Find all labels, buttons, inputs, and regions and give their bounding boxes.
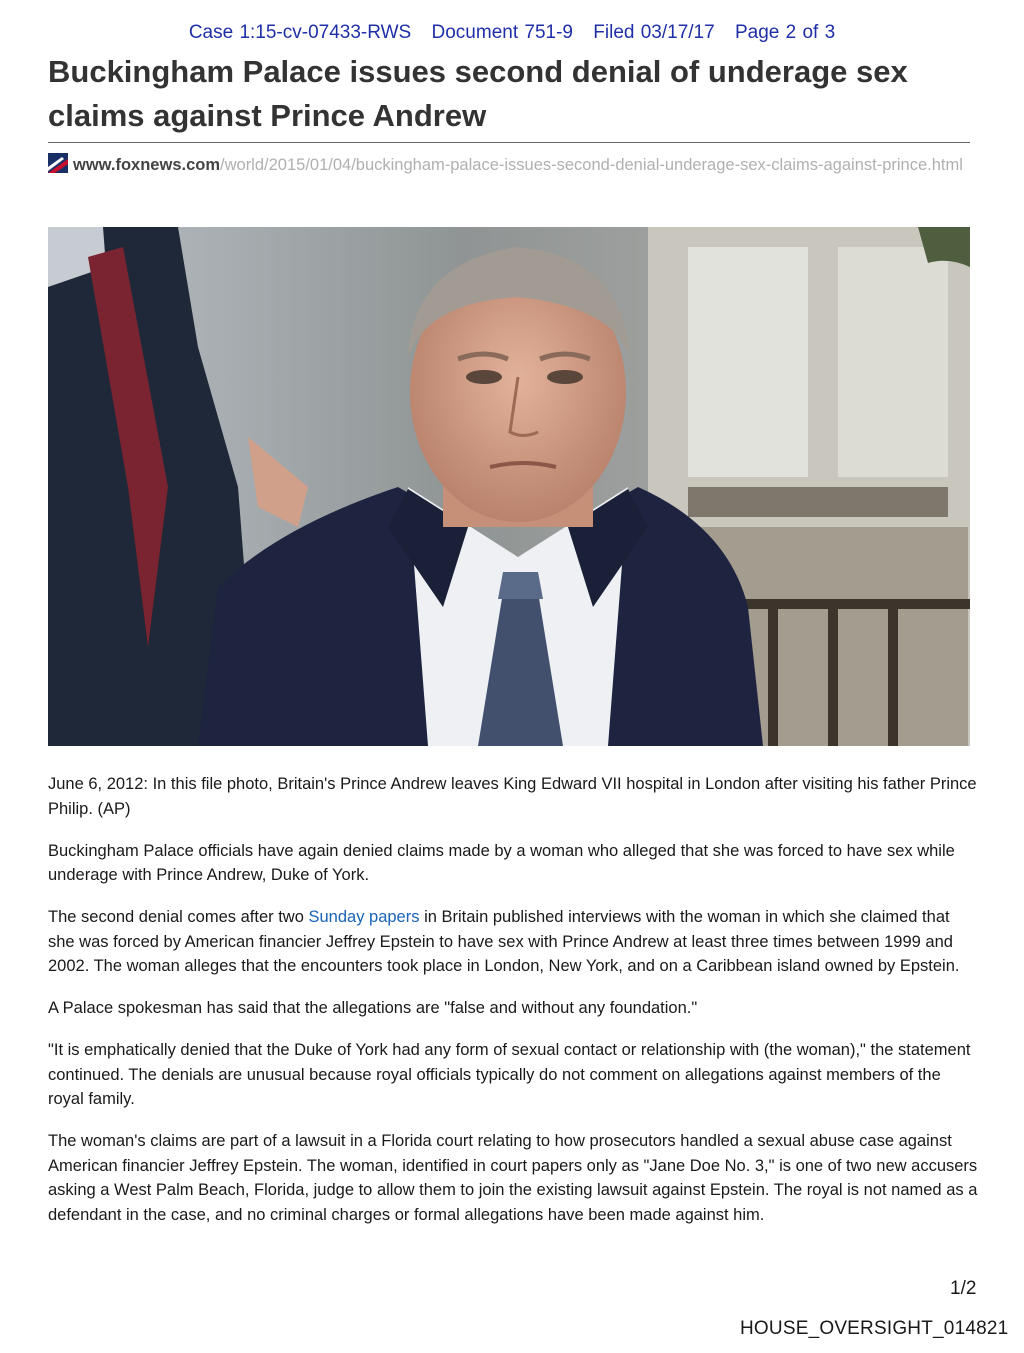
article-paragraph-2 — [48, 905, 978, 979]
case-header — [0, 22, 1024, 44]
page-number: 1/2 — [950, 1278, 977, 1299]
foxnews-favicon-icon — [48, 153, 68, 173]
document-number: Document 751-9 — [431, 22, 573, 43]
article-paragraph-4: "It is emphatically denied that the Duke of York had any form of sexual contact or relationship with (the woman)," the statement continued. The denials are unusual because royal officials typically do not comment on allegations against members of the royal family. — [48, 1041, 971, 1108]
headline-divider — [48, 142, 970, 143]
case-number: Case 1:15-cv-07433-RWS — [188, 22, 412, 43]
article-paragraph-3: A Palace spokesman has said that the allegations are "false and without any foundation." — [48, 999, 698, 1017]
page-of-pages: Page 2 of 3 — [734, 22, 836, 43]
article-paragraph-5: The woman's claims are part of a lawsuit in a Florida court relating to how prosecutors handled a sexual abuse case against American financier Jeffrey Epstein. The woman, identified in court papers only as "Jane Doe No. 3," is one of two new accusers asking a West Palm Beach, Florida, judge to allow them to join the existing lawsuit against Epstein. The royal is not named as a defendant in the case, and no criminal charges or formal allegations have been made against him. — [48, 1132, 978, 1224]
article-body — [48, 772, 978, 1245]
filed-date: Filed 03/17/17 — [593, 22, 715, 43]
paragraph-2-intro: The second denial comes after two — [48, 908, 309, 926]
source-domain-link[interactable]: www.foxnews.com — [73, 156, 221, 174]
source-line — [48, 153, 968, 176]
bates-number: HOUSE_OVERSIGHT_014821 — [740, 1318, 1009, 1339]
article-headline: Buckingham Palace issues second denial of underage sex claims against Prince Andrew — [48, 54, 908, 133]
sunday-papers-link[interactable]: Sunday papers — [308, 908, 420, 926]
photo-caption: June 6, 2012: In this file photo, Britain's Prince Andrew leaves King Edward VII hospital in London after visiting his father Prince Philip. (AP) — [48, 775, 977, 818]
portrait-illustration — [48, 227, 970, 746]
paragraph-2-rest: in Britain published interviews with the woman in which she claimed that she was forced by American financier Jeffrey Epstein to have sex with Prince Andrew at least three times between 1999 and 2002. The woman alleges that the encounters took place in London, New York, and on a Caribbean island owned by Epstein. — [48, 908, 960, 975]
source-path-link[interactable]: /world/2015/01/04/buckingham-palace-issues-second-denial-underage-sex-claims-against-prince.html — [220, 156, 963, 174]
article-paragraph-1: Buckingham Palace officials have again denied claims made by a woman who alleged that she was forced to have sex while underage with Prince Andrew, Duke of York. — [48, 841, 955, 884]
news-photo — [48, 227, 970, 746]
